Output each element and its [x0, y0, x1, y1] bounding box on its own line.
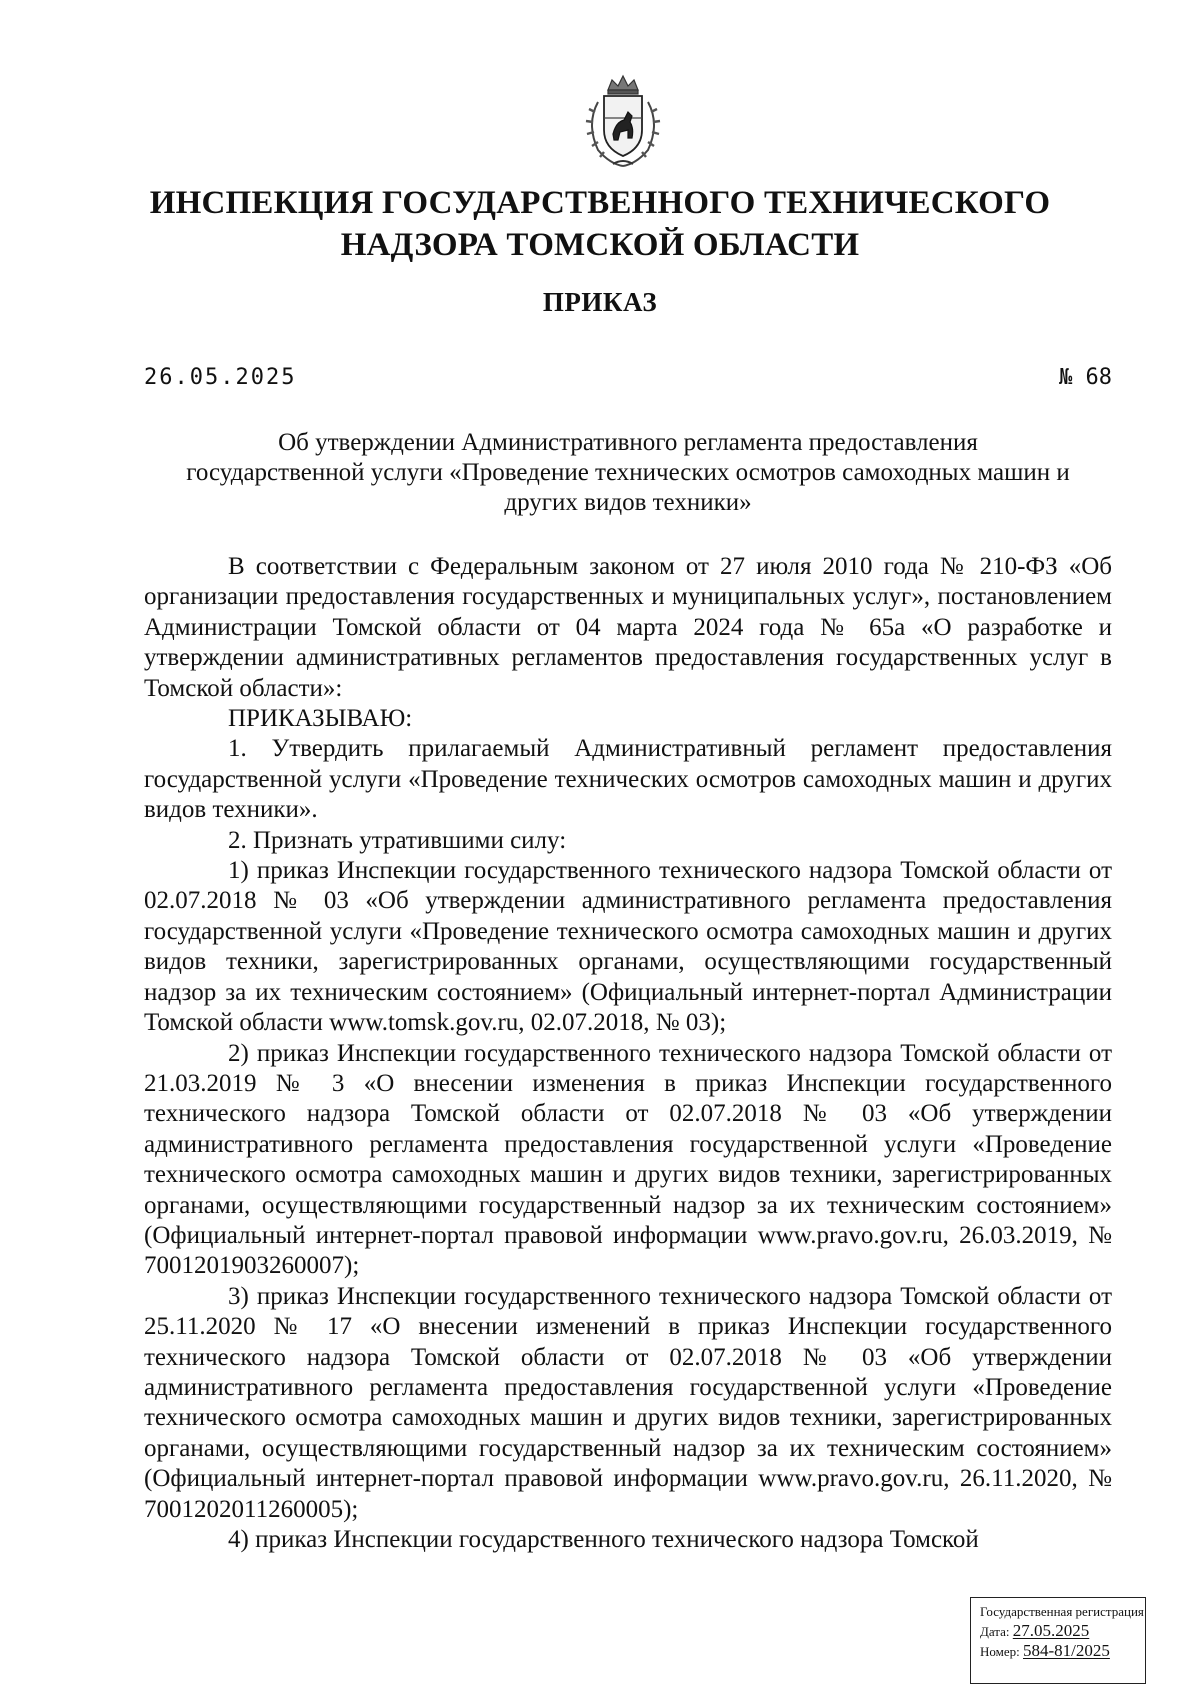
order-word: ПРИКАЗЫВАЮ:	[228, 705, 413, 733]
registration-number-label: Номер:	[980, 1644, 1020, 1659]
subject-line-3: других видов техники»	[504, 489, 752, 516]
item-1-paragraph: 1. Утвердить прилагаемый Административный регламент предоставления государственной услуги «Проведение технических осмотров самоходных машин и других видов техники».	[144, 735, 1112, 824]
preamble-paragraph: В соответствии с Федеральным законом от 27 июля 2010 года № 210-ФЗ «Об организации предоставления государственных и муниципальных услуг», постановлением Администрации Томской области от 04 марта 2024 года № 65а «О разработке и утверждении административных регламентов предоставления государственных услуг в Томской области»:	[144, 553, 1112, 702]
coat-of-arms-emblem	[568, 72, 678, 172]
subitem-2-paragraph: 2) приказ Инспекции государственного технического надзора Томской области от 21.03.2019 № 3 «О внесении изменения в приказ Инспекции государственного технического надзора Томской области от 02.07.2018 № 03 «Об утверждении административного регламента предоставления государственной услуги «Проведение технического осмотра самоходных машин и других видов техники, зарегистрированных органами, осуществляющими государственный надзор за их техническим состоянием» (Официальный интернет-портал правовой информации www.pravo.gov.ru, 26.03.2019, № 7001201903260007);	[144, 1039, 1112, 1280]
organization-title-line-1: ИНСПЕКЦИЯ ГОСУДАРСТВЕННОГО ТЕХНИЧЕСКОГО	[149, 185, 1051, 221]
document-number: № 68	[1059, 365, 1112, 390]
subitem-4-paragraph: 4) приказ Инспекции государственного технического надзора Томской	[228, 1526, 979, 1553]
subitem-1-paragraph: 1) приказ Инспекции государственного технического надзора Томской области от 02.07.2018 № 03 «Об утверждении административного регламента предоставления государственной услуги «Проведение технического осмотра самоходных машин и других видов техники, зарегистрированных органами, осуществляющими государственный надзор за их техническим состоянием» (Официальный интернет-портал Администрации Томской области www.tomsk.gov.ru, 02.07.2018, № 03);	[144, 857, 1112, 1037]
registration-number-value: 584-81/2025	[1023, 1641, 1110, 1660]
registration-number-row	[980, 1641, 1139, 1661]
registration-stamp-title: Государственная регистрация	[980, 1604, 1144, 1619]
organization-title	[100, 182, 1100, 266]
document-type: ПРИКАЗ	[542, 287, 658, 317]
registration-date-row	[980, 1621, 1139, 1641]
registration-date-label: Дата:	[980, 1624, 1010, 1639]
document-body	[144, 552, 1112, 1555]
subject-line-2: государственной услуги «Проведение технических осмотров самоходных машин и	[186, 459, 1070, 486]
document-subject	[144, 428, 1112, 518]
item-2-paragraph: 2. Признать утратившими силу:	[228, 826, 567, 854]
organization-title-line-2: НАДЗОРА ТОМСКОЙ ОБЛАСТИ	[340, 227, 860, 263]
document-meta	[144, 365, 1112, 397]
subject-line-1: Об утверждении Административного регламента предоставления	[278, 429, 978, 456]
registration-stamp	[970, 1597, 1146, 1684]
registration-date-value: 27.05.2025	[1012, 1621, 1090, 1640]
document-date: 26.05.2025	[144, 365, 297, 390]
subitem-3-paragraph: 3) приказ Инспекции государственного технического надзора Томской области от 25.11.2020 № 17 «О внесении изменений в приказ Инспекции государственного технического надзора Томской области от 02.07.2018 № 03 «Об утверждении административного регламента предоставления государственной услуги «Проведение технического осмотра самоходных машин и других видов техники, зарегистрированных органами, осуществляющими государственный надзор за их техническим состоянием» (Официальный интернет-портал правовой информации www.pravo.gov.ru, 26.11.2020, № 7001202011260005);	[144, 1282, 1112, 1523]
